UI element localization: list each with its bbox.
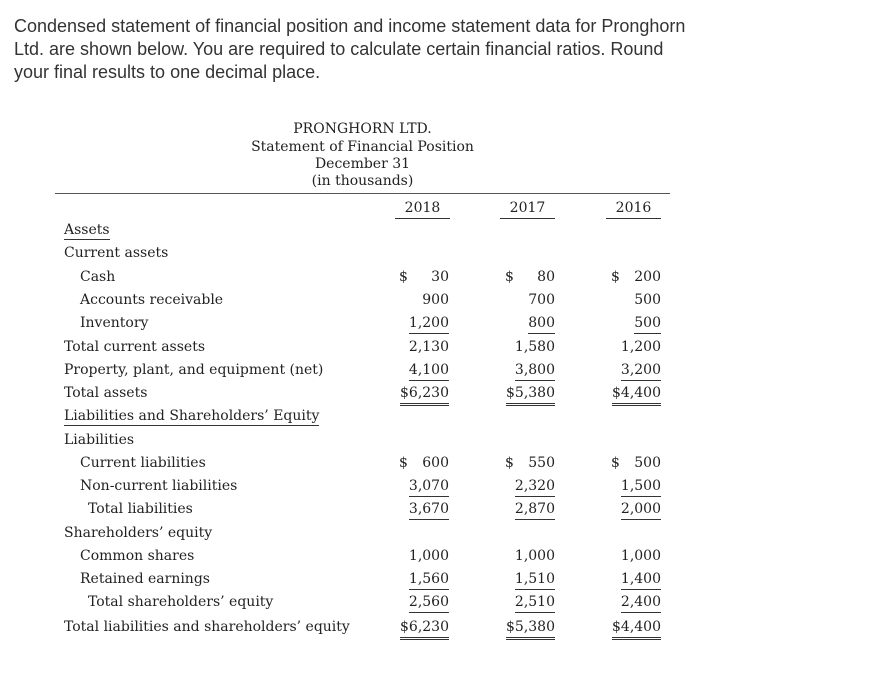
section-shareholders-equity: Shareholders’ equity (64, 525, 213, 541)
label-common-shares: Common shares (80, 548, 195, 564)
section-assets: Assets (64, 222, 110, 238)
intro-line-3: your final results to one decimal place. (14, 62, 321, 82)
header-divider (55, 193, 670, 194)
intro-line-2: Ltd. are shown below. You are required to calculate certain financial ratios. Round (14, 39, 664, 59)
statement-units: (in thousands) (311, 173, 414, 189)
section-liabilities-equity: Liabilities and Shareholders’ Equity (64, 408, 320, 424)
statement-date: December 31 (314, 156, 411, 172)
label-total-assets: Total assets (64, 385, 148, 401)
label-total-current-assets: Total current assets (64, 339, 206, 355)
label-inventory: Inventory (80, 315, 149, 331)
year-header-2016: 2016 (596, 199, 671, 219)
year-header-2018: 2018 (385, 199, 460, 219)
balance-sheet: PRONGHORN LTD. Statement of Financial Position December 31 (in thousands) 2018 2017 2016 Assets Current assets Cash Accounts receivable Inventory Total current assets Property, plant, and equipment (net) Total assets Liabilities and Shareholders’ Equity Liabilities Current liabilities Non-current liabilities Total liabilities Shareholders’ equity Common shares Retained earnings Total shareholders’ equity Total liabilities and shareholders’ equity $ 30 900 1,200 2,130 4,100 $6,230 $ 600 3,070 3,670 1,000 1,560 2,560 $6,230 $ 80 700 800 1,580 3,800 $5,380 $ 550 2,320 2,870 1,000 1,510 2,510 $5,380 $ 200 500 500 1,200 3,200 $4,400 $ 500 1,500 2,000 1,000 1,400 2,400 $4,400 (0, 0, 881, 677)
label-non-current-liabilities: Non-current liabilities (80, 478, 238, 494)
label-total-liabilities-equity: Total liabilities and shareholders’ equity (64, 619, 350, 635)
label-ppe: Property, plant, and equipment (net) (64, 362, 324, 378)
company-name: PRONGHORN LTD. (293, 121, 432, 137)
label-retained-earnings: Retained earnings (80, 571, 210, 587)
label-current-liabilities: Current liabilities (80, 455, 206, 471)
intro-line-1: Condensed statement of financial position and income statement data for Pronghorn (14, 16, 686, 36)
section-current-assets: Current assets (64, 245, 169, 261)
label-cash: Cash (80, 269, 116, 285)
label-total-liabilities: Total liabilities (88, 501, 193, 517)
label-total-shareholders-equity: Total shareholders’ equity (88, 594, 274, 610)
year-header-2017: 2017 (490, 199, 565, 219)
statement-title: Statement of Financial Position (251, 139, 474, 155)
section-liabilities: Liabilities (64, 432, 135, 448)
label-accounts-receivable: Accounts receivable (80, 292, 224, 308)
